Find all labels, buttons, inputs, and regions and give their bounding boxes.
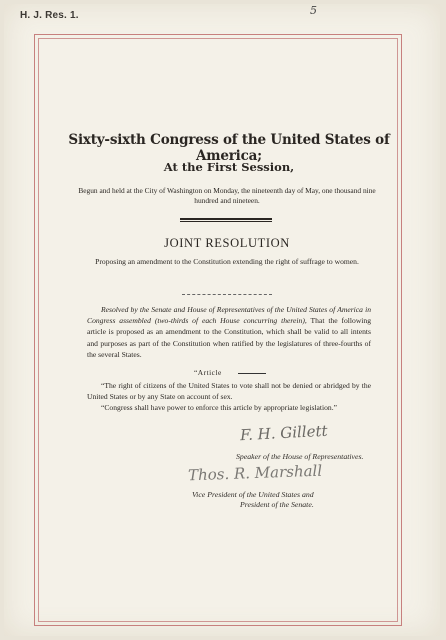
session-heading: At the First Session, [163,160,295,174]
article-section-two: “Congress shall have power to enforce this article by appropriate legislation.” [101,403,337,412]
resolution-title: JOINT RESOLUTION [164,236,290,250]
congress-heading: Sixty-sixth Congress of the United States of America; [68,132,390,164]
article-dash [238,373,266,374]
dotted-separator [182,294,272,295]
divider-rule-thin [180,221,272,222]
begun-statement: Begun and held at the City of Washington on Monday, the nineteenth day of May, one thousand nine hundred and nineteen. [78,186,376,205]
resolved-clause-text: That the following article is proposed as an amendment to the Constitution, which shall be valid to all intents and purposes as part of the Constitution when ratified by the legislatures of three-fourths of the several States. [87,316,372,359]
senate-president-title: President of the Senate. [240,500,314,509]
article-heading: “Article [194,368,222,377]
divider-rule [180,218,272,220]
resolved-clause [87,304,371,360]
speaker-signature: F. H. Gillett [239,421,328,445]
resolved-clause-italic: Resolved by the Senate and House of Representatives of the United States of America in Congress assembled (two-thirds of each House concurring therein), [87,305,371,326]
document-sheet [4,4,440,636]
bill-number-label: H. J. Res. 1. [20,10,79,21]
resolution-subtitle: Proposing an amendment to the Constitution extending the right of suffrage to women. [95,257,359,266]
vice-president-signature: Thos. R. Marshall [187,461,323,485]
article-section-one: “The right of citizens of the United States to vote shall not be denied or abridged by the United States or by any State on account of sex. [87,381,371,402]
page-number: 5 [310,4,317,17]
vice-president-title: Vice President of the United States and [192,490,314,499]
speaker-title: Speaker of the House of Representatives. [236,452,364,461]
